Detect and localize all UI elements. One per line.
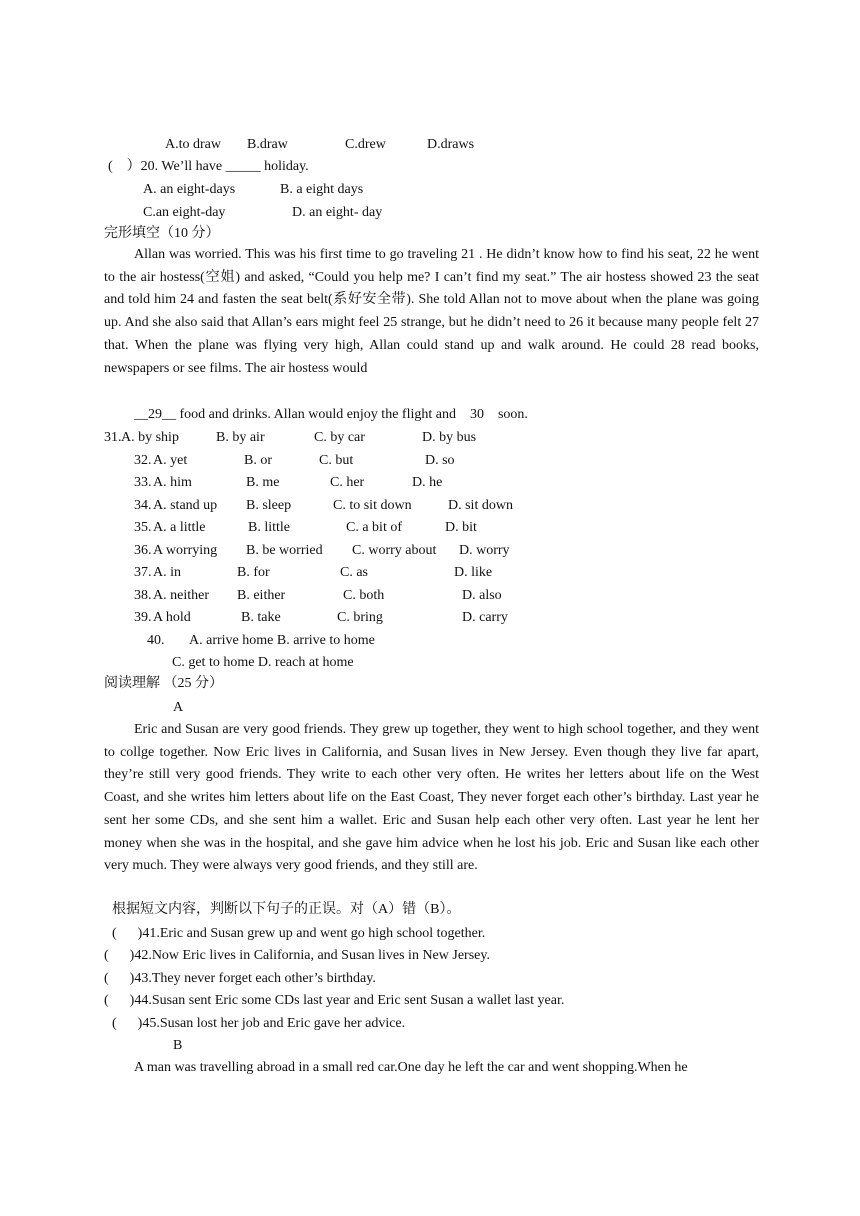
- cloze-heading: 完形填空（10 分）: [104, 226, 220, 241]
- question-number: 35.: [134, 520, 152, 535]
- reading-heading: 阅读理解 （25 分）: [104, 676, 223, 691]
- question-number: 38.: [134, 588, 152, 603]
- option-d: D. carry: [462, 610, 508, 625]
- option-b: B. by air: [216, 430, 265, 445]
- option-d: D. bit: [445, 520, 477, 535]
- option-c: C. a bit of: [346, 520, 402, 535]
- option-b: B. sleep: [246, 498, 292, 513]
- option-a: A. yet: [153, 453, 188, 468]
- cloze-passage: [104, 244, 759, 380]
- options-line-2: C. get to home D. reach at home: [172, 655, 354, 670]
- option-b: B. me: [246, 475, 280, 490]
- statement-42: ( )42.Now Eric lives in California, and Susan lives in New Jersey.: [104, 948, 490, 963]
- section-b-label: B: [173, 1038, 183, 1053]
- passage-b: [104, 1057, 759, 1080]
- option-b: B. for: [237, 565, 270, 580]
- option-b: B. or: [244, 453, 272, 468]
- statement-45: ( )45.Susan lost her job and Eric gave her advice.: [112, 1016, 406, 1031]
- option-a: A. in: [153, 565, 181, 580]
- q19-option-d: D.draws: [427, 137, 475, 152]
- passage-b-first-line: A man was travelling abroad in a small red car.One day he left the car and went shopping.When he: [134, 1060, 688, 1075]
- option-c: C. bring: [337, 610, 383, 625]
- option-d: D. so: [425, 453, 455, 468]
- option-c: C. but: [319, 453, 354, 468]
- option-a: A worrying: [153, 543, 218, 558]
- option-b: B. be worried: [246, 543, 323, 558]
- question-number: 33.: [134, 475, 152, 490]
- q20-stem: ( ）20. We’ll have _____ holiday.: [108, 159, 309, 174]
- question-number: 31.: [104, 430, 122, 445]
- q20-option-d: D. an eight- day: [292, 205, 383, 220]
- options-line-1: A. arrive home B. arrive to home: [189, 633, 375, 648]
- option-a: A. neither: [153, 588, 209, 603]
- option-d: D. like: [454, 565, 493, 580]
- option-c: C. both: [343, 588, 385, 603]
- option-a: A. a little: [153, 520, 206, 535]
- option-a: A. stand up: [153, 498, 218, 513]
- option-b: B. either: [237, 588, 286, 603]
- question-number: 34.: [134, 498, 152, 513]
- option-a: A. by ship: [121, 430, 179, 445]
- q19-option-c: C.drew: [345, 137, 386, 152]
- q20-option-b: B. a eight days: [280, 182, 364, 197]
- option-c: C. her: [330, 475, 365, 490]
- option-d: D. worry: [459, 543, 510, 558]
- question-number: 40.: [147, 633, 165, 648]
- cloze-passage-last-line: __29__ food and drinks. Allan would enjoy the flight and 30 soon.: [134, 407, 528, 422]
- cloze-passage-text: Allan was worried. This was his first time to go traveling 21 . He didn’t know how to find his seat, 22 he went to the air hostess(空姐) and asked, “Could you help me? I can’t find my seat.” The air hostess showed 23 the seat and told him 24 and fasten the seat belt(系好安全带). She told Allan not to move about when the plane was going up. And she also said that Allan’s ears might feel 25 strange, but he didn’t need to 26 it because many people felt 27 that. When the plane was flying very high, Allan could stand up and walk around. He could 28 read books, newspapers or see films. The air hostess would: [104, 247, 759, 376]
- option-b: B. little: [248, 520, 290, 535]
- statement-44: ( )44.Susan sent Eric some CDs last year and Eric sent Susan a wallet last year.: [104, 993, 565, 1008]
- q19-option-a: A.to draw: [165, 137, 221, 152]
- question-number: 37.: [134, 565, 152, 580]
- statement-41: ( )41.Eric and Susan grew up and went go high school together.: [112, 926, 486, 941]
- question-number: 36.: [134, 543, 152, 558]
- option-c: C. to sit down: [333, 498, 412, 513]
- option-b: B. take: [241, 610, 281, 625]
- option-a: A hold: [153, 610, 191, 625]
- option-c: C. worry about: [352, 543, 437, 558]
- option-c: C. as: [340, 565, 368, 580]
- question-number: 39.: [134, 610, 152, 625]
- option-d: D. by bus: [422, 430, 477, 445]
- statement-43: ( )43.They never forget each other’s birthday.: [104, 971, 376, 986]
- option-d: D. he: [412, 475, 443, 490]
- passage-a-text: Eric and Susan are very good friends. They grew up together, they went to high school together, and they went to collge together. Now Eric lives in California, and Susan lives in New Jersey. Even though they live far apart, they’re still very good friends. They write to each other very often. He writes her letters about life on the West Coast, and she writes him letters about life on the East Coast, They never forget each other’s birthday. Last year he sent her some CDs, and she sent him a wallet. Eric and Susan help each other very often. Last year he lent her money when she was in the hospital, and she gave him advice when he lost his job. Eric and Susan like each other very much. They were always very good friends, and they still are.: [104, 722, 759, 874]
- q20-option-a: A. an eight-days: [143, 182, 236, 197]
- q19-option-b: B.draw: [247, 137, 288, 152]
- option-a: A. him: [153, 475, 192, 490]
- option-d: D. also: [462, 588, 502, 603]
- option-d: D. sit down: [448, 498, 513, 513]
- true-false-instruction: 根据短文内容，判断以下句子的正误。对（A）错（B）。: [112, 902, 461, 917]
- question-number: 32.: [134, 453, 152, 468]
- q20-option-c: C.an eight-day: [143, 205, 226, 220]
- section-a-label: A: [173, 700, 184, 715]
- passage-a: [104, 719, 759, 878]
- option-c: C. by car: [314, 430, 365, 445]
